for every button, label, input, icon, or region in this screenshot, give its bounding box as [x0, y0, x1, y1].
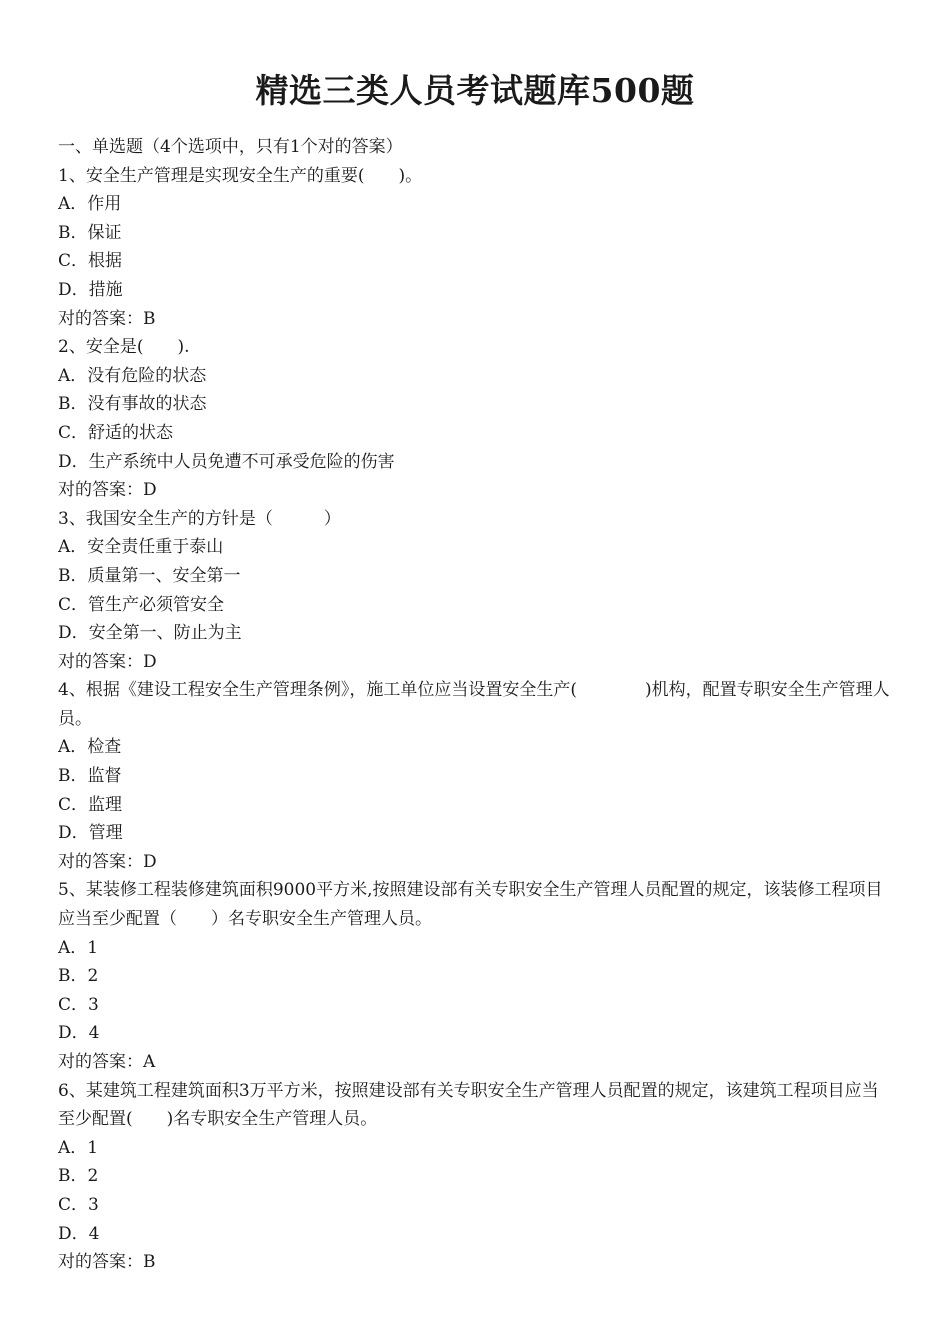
question-1	[58, 162, 894, 334]
question-stem: 2、安全是( ).	[58, 337, 190, 358]
document-body	[58, 133, 894, 1277]
question-option: B．没有事故的状态	[58, 394, 207, 415]
question-option: B．监督	[58, 766, 122, 787]
question-answer: 对的答案：B	[58, 1252, 156, 1273]
question-answer: 对的答案：D	[58, 651, 157, 672]
question-option: B．保证	[58, 222, 122, 243]
question-option: C．管生产必须管安全	[58, 594, 225, 615]
section-heading: 一、单选题（4个选项中，只有1个对的答案）	[58, 137, 403, 157]
question-option: A．没有危险的状态	[58, 365, 207, 386]
question-stem: 5、某装修工程装修建筑面积9000平方米,按照建设部有关专职安全生产管理人员配置的规定，该装修工程项目应当至少配置（ ）名专职安全生产管理人员。	[58, 880, 883, 930]
question-stem: 6、某建筑工程建筑面积3万平方米，按照建设部有关专职安全生产管理人员配置的规定，该建筑工程项目应当至少配置( )名专职安全生产管理人员。	[58, 1080, 879, 1130]
question-answer: 对的答案：B	[58, 308, 156, 329]
question-stem: 3、我国安全生产的方针是（ ）	[58, 508, 341, 529]
question-answer: 对的答案：D	[58, 851, 157, 872]
question-6	[58, 1077, 894, 1277]
question-4	[58, 676, 894, 876]
question-option: C．舒适的状态	[58, 422, 174, 443]
question-5	[58, 876, 894, 1076]
question-option: B．2	[58, 966, 99, 987]
question-option: C．3	[58, 1194, 99, 1215]
question-3	[58, 505, 894, 677]
question-option: B．2	[58, 1166, 99, 1187]
question-option: A．安全责任重于泰山	[58, 537, 224, 558]
question-option: B．质量第一、安全第一	[58, 565, 241, 586]
question-option: D．生产系统中人员免遭不可承受危险的伤害	[58, 451, 395, 472]
question-stem: 1、安全生产管理是实现安全生产的重要( )。	[58, 165, 423, 186]
document-title: 精选三类人员考试题库500题	[255, 71, 695, 110]
question-2	[58, 333, 894, 505]
question-option: A．1	[58, 1137, 99, 1158]
question-option: C．根据	[58, 251, 123, 272]
question-option: A．1	[58, 937, 99, 958]
question-answer: 对的答案：D	[58, 480, 157, 501]
question-option: D．安全第一、防止为主	[58, 623, 242, 644]
question-answer: 对的答案：A	[58, 1052, 156, 1072]
question-option: D．措施	[58, 279, 123, 300]
question-option: D．管理	[58, 823, 123, 844]
question-option: C．监理	[58, 794, 123, 815]
question-option: D．4	[58, 1023, 100, 1044]
question-option: A．作用	[58, 194, 122, 215]
question-option: A．检查	[58, 737, 122, 758]
question-stem: 4、根据《建设工程安全生产管理条例》，施工单位应当设置安全生产( )机构，配置专职安全生产管理人员。	[58, 680, 890, 729]
question-option: C．3	[58, 994, 99, 1015]
question-option: D．4	[58, 1223, 100, 1244]
